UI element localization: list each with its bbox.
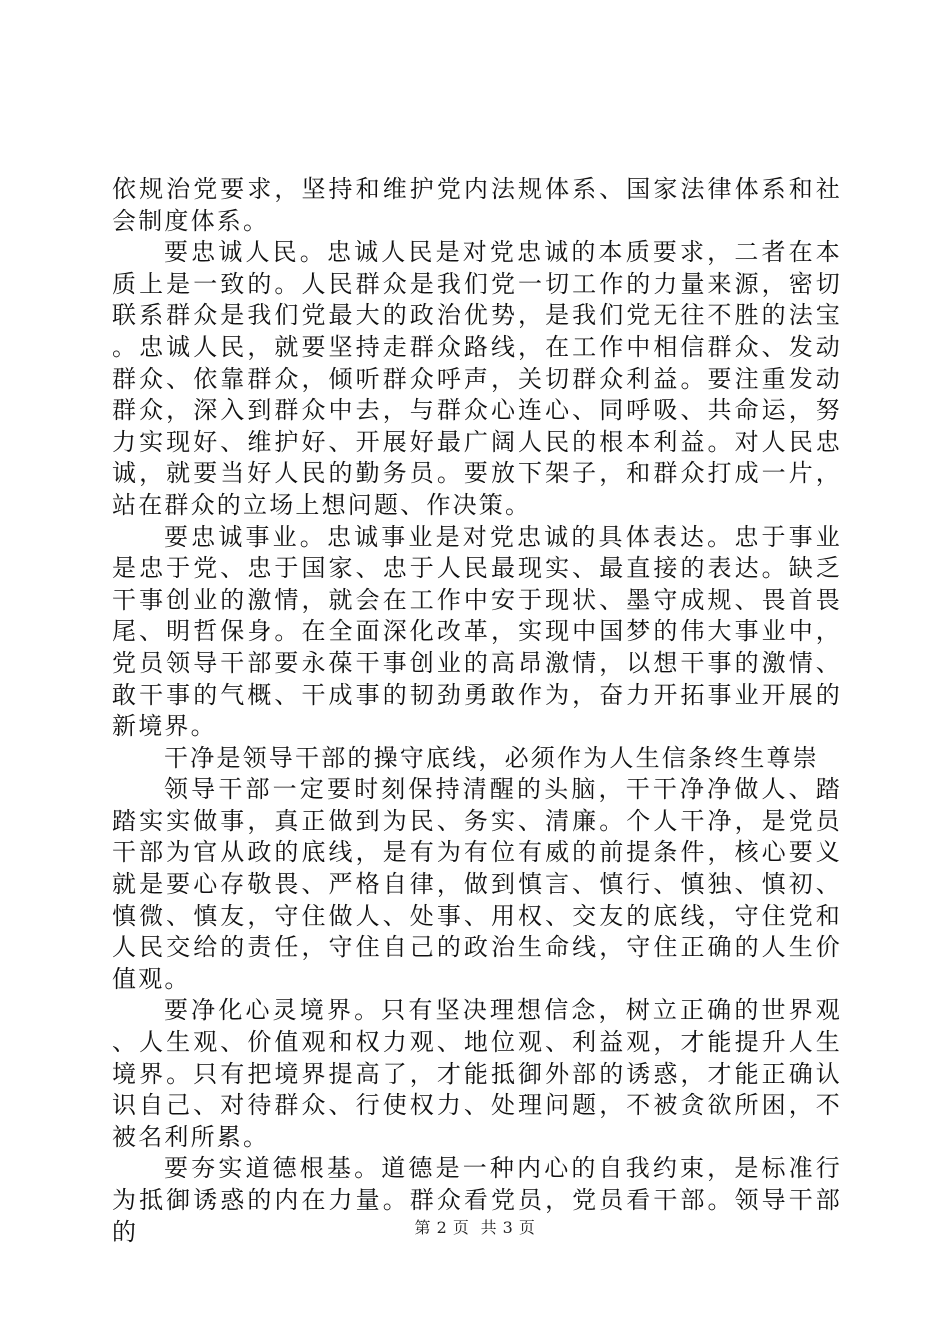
paragraph-loyal-to-cause: 要忠诚事业。忠诚事业是对党忠诚的具体表达。忠于事业是忠于党、忠于国家、忠于人民最现实、最直接的表达。缺乏干事创业的激情，就会在工作中安于现状、墨守成规、畏首畏尾、明哲保身。在全面深化改革，实现中国梦的伟大事业中，党员领导干部要永葆干事创业的高昂激情，以想干事的激情、敢干事的气概、干成事的韧劲勇敢作为，奋力开拓事业开展的新境界。 (112, 522, 842, 741)
page-number: 第 2 页 (414, 1218, 470, 1237)
page-footer (0, 1218, 950, 1238)
section-heading-clean: 干净是领导干部的操守底线，必须作为人生信条终生尊崇 (164, 743, 819, 772)
paragraph-moral-foundation: 要夯实道德根基。道德是一种内心的自我约束，是标准行为抵御诱惑的内在力量。群众看党员，党员看干部。领导干部的 (112, 1154, 842, 1246)
paragraph-purify-mind: 要净化心灵境界。只有坚决理想信念，树立正确的世界观、人生观、价值观和权力观、地位观、利益观，才能提升人生境界。只有把境界提高了，才能抵御外部的诱惑，才能正确认识自己、对待群众、行使权力、处理问题，不被贪欲所困，不被名利所累。 (112, 996, 842, 1151)
paragraph-continuation: 依规治党要求，坚持和维护党内法规体系、国家法律体系和社会制度体系。 (112, 175, 842, 235)
document-body (112, 174, 842, 1248)
paragraph-loyal-to-people: 要忠诚人民。忠诚人民是对党忠诚的本质要求，二者在本质上是一致的。人民群众是我们党一切工作的力量来源，密切联系群众是我们党最大的政治优势，是我们党无往不胜的法宝。忠诚人民，就要坚持走群众路线，在工作中相信群众、发动群众、依靠群众，倾听群众呼声，关切群众利益。要注重发动群众，深入到群众中去，与群众心连心、同呼吸、共命运，努力实现好、维护好、开展好最广阔人民的根本利益。对人民忠诚，就要当好人民的勤务员。要放下架子，和群众打成一片，站在群众的立场上想问题、作决策。 (112, 238, 842, 519)
paragraph-stay-clean: 领导干部一定要时刻保持清醒的头脑，干干净净做人、踏踏实实做事，真正做到为民、务实、清廉。个人干净，是党员干部为官从政的底线，是有为有位有威的前提条件，核心要义就是要心存敬畏、严格自律，做到慎言、慎行、慎独、慎初、慎微、慎友，守住做人、处事、用权、交友的底线，守住党和人民交给的责任，守住自己的政治生命线，守住正确的人生价值观。 (112, 775, 842, 993)
page-total: 共 3 页 (480, 1218, 536, 1237)
